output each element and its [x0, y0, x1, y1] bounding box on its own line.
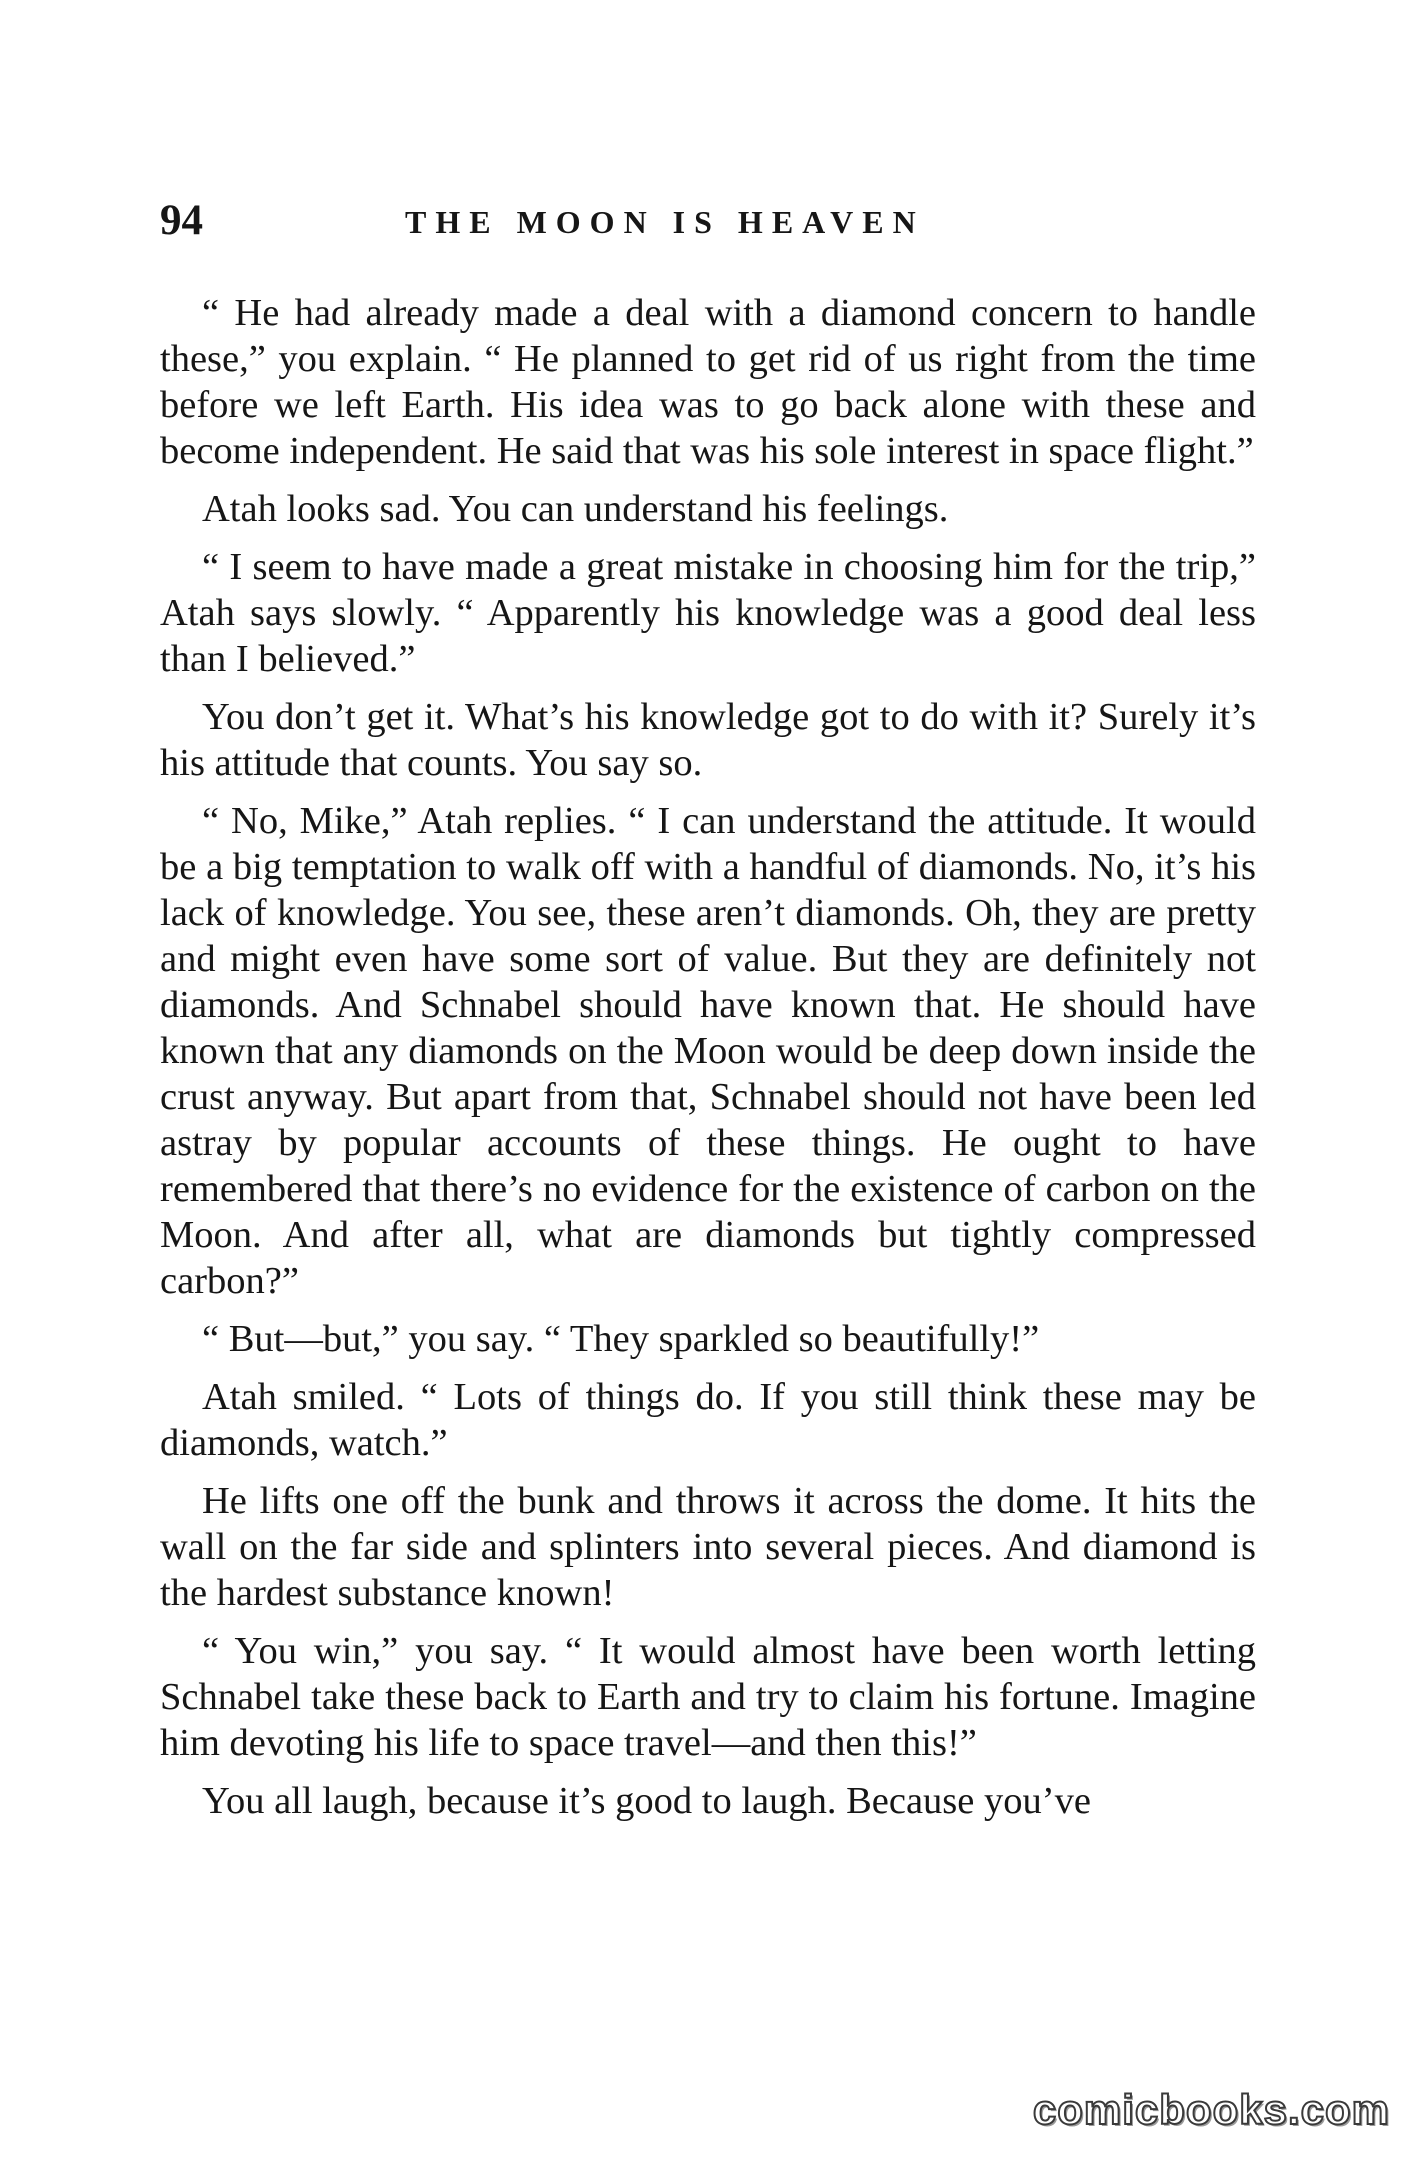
paragraph: You don’t get it. What’s his knowledge got to do with it? Surely it’s his attitude that counts. You say so. [160, 696, 1256, 784]
paragraph: “ He had already made a deal with a diamond concern to handle these,” you explain. “ He planned to get rid of us right from the time before we left Earth. His idea was to go back alone with these and become independent. He said that was his sole interest in space flight.” [160, 292, 1256, 472]
book-title: THE MOON IS HEAVEN [405, 204, 925, 240]
paragraph: “ I seem to have made a great mistake in choosing him for the trip,” Atah says slowly. “ Apparently his knowledge was a good deal less than I believed.” [160, 546, 1256, 680]
body-text [160, 290, 1256, 1836]
page-number: 94 [160, 197, 203, 244]
paragraph: He lifts one off the bunk and throws it across the dome. It hits the wall on the far side and splinters into several pieces. And diamond is the hardest substance known! [160, 1480, 1256, 1614]
running-head [160, 196, 1280, 256]
paragraph: “ You win,” you say. “ It would almost have been worth letting Schnabel take these back to Earth and try to claim his fortune. Imagine him devoting his life to space travel—and then this!” [160, 1630, 1256, 1764]
paragraph: “ No, Mike,” Atah replies. “ I can understand the attitude. It would be a big temptation to walk off with a handful of diamonds. No, it’s his lack of knowledge. You see, these aren’t diamonds. Oh, they are pretty and might even have some sort of value. But they are definitely not diamonds. And Schnabel should have known that. He should have known that any diamonds on the Moon would be deep down inside the crust anyway. But apart from that, Schnabel should not have been led astray by popular accounts of these things. He ought to have remembered that there’s no evidence for the existence of carbon on the Moon. And after all, what are diamonds but tightly compressed carbon?” [160, 800, 1256, 1302]
paragraph: “ But—but,” you say. “ They sparkled so beautifully!” [202, 1318, 1040, 1360]
paragraph: You all laugh, because it’s good to laugh. Because you’ve [202, 1780, 1091, 1822]
paragraph: Atah looks sad. You can understand his feelings. [202, 488, 949, 530]
watermark-logo: comicbooks.com [1032, 2086, 1390, 2133]
paragraph: Atah smiled. “ Lots of things do. If you still think these may be diamonds, watch.” [160, 1376, 1256, 1464]
